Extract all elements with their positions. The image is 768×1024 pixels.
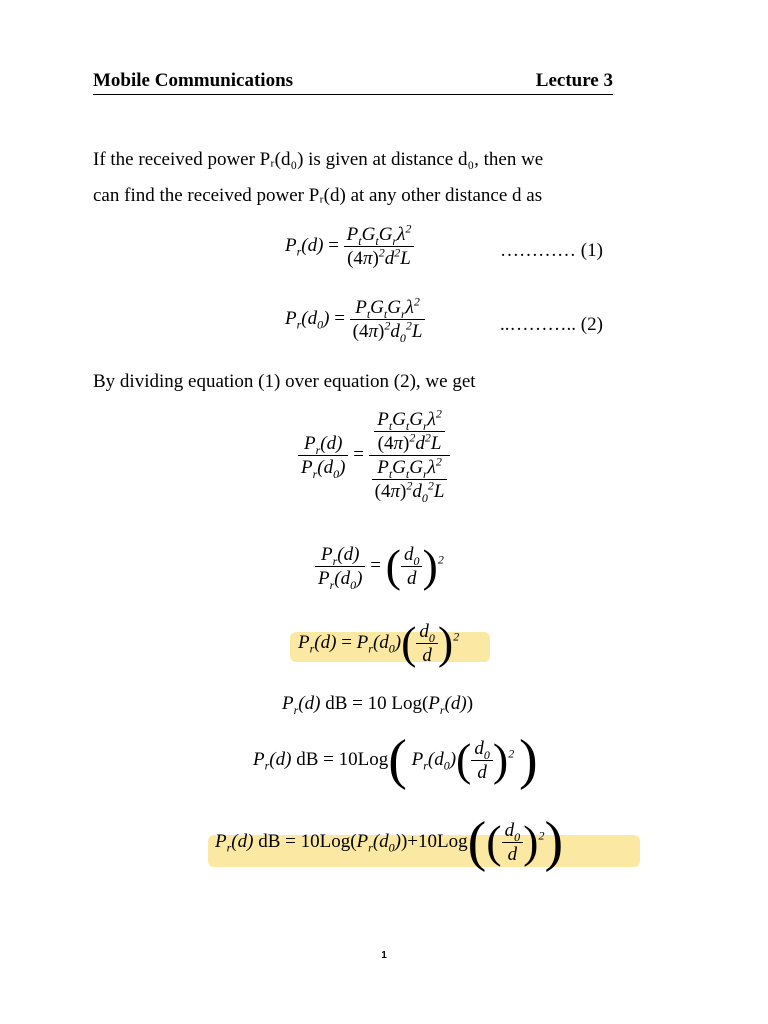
db-unit-1: dB	[325, 693, 348, 714]
db-unit-3: dB	[258, 830, 281, 852]
equation-1-number: ………… (1)	[500, 240, 603, 261]
db-definition: $P_r(d)$ dB = 10 $Log(P_r(d))$	[282, 693, 474, 717]
received-power-formula: $P_r(d) = P_r(d_0)$( $\frac{d_0}{d}$ )$^2$	[298, 617, 460, 669]
log-label-3: 10Log	[300, 830, 351, 852]
course-title: Mobile Communications	[93, 70, 294, 91]
intro-line-1: If the received power Pᵣ(d₀) is given at distance d₀, then we	[93, 149, 544, 170]
lecture-label: Lecture 3	[535, 70, 613, 91]
log-label-2: 10Log	[338, 748, 389, 770]
final-db-formula: $P_r(d)$ dB = $10Log(P_r(d_0))+10Log$(( $\frac{d_0}{d}$ )$^2$)	[215, 811, 564, 873]
divide-sentence: By dividing equation (1) over equation (2), we get	[93, 371, 476, 392]
db-substituted: $P_r(d)$ dB = 10Log( $P_r(d_0)$( $\frac{d_0}{d}$ )$^2$ )	[253, 729, 538, 791]
equation-1: $P_r(d)$ = $\frac{P_tG_tG_r\lambda^2}{(4\pi)^2d^2L}$	[285, 225, 414, 268]
page-header	[93, 70, 613, 95]
simplified-ratio: $\frac{P_r(d)}{P_r(d_0)}$ = ( $\frac{d_0}{d}$ )$^2$	[315, 545, 444, 588]
ratio-equation: $\frac{P_r(d)}{P_r(d_0)}$ = $\frac{\frac{P_tG_tG_r\lambda^2}{(4\pi)^2d^2L}}{\frac{P_tG_tG_r\lambda^2}{(4\pi)^2d_0^2L}}$	[298, 410, 450, 501]
log-label-4: 10Log	[418, 830, 468, 852]
log-label-1: 10 Log	[367, 693, 422, 714]
db-unit-2: dB	[296, 748, 319, 770]
equation-2-number: ..……….. (2)	[500, 314, 603, 335]
page-number: 1	[381, 950, 387, 961]
equation-2: $P_r(d_0)$ = $\frac{P_tG_tG_r\lambda^2}{(4\pi)^2d_0^2L}$	[285, 298, 425, 341]
intro-line-2: can find the received power Pᵣ(d) at any other distance d as	[93, 185, 543, 206]
